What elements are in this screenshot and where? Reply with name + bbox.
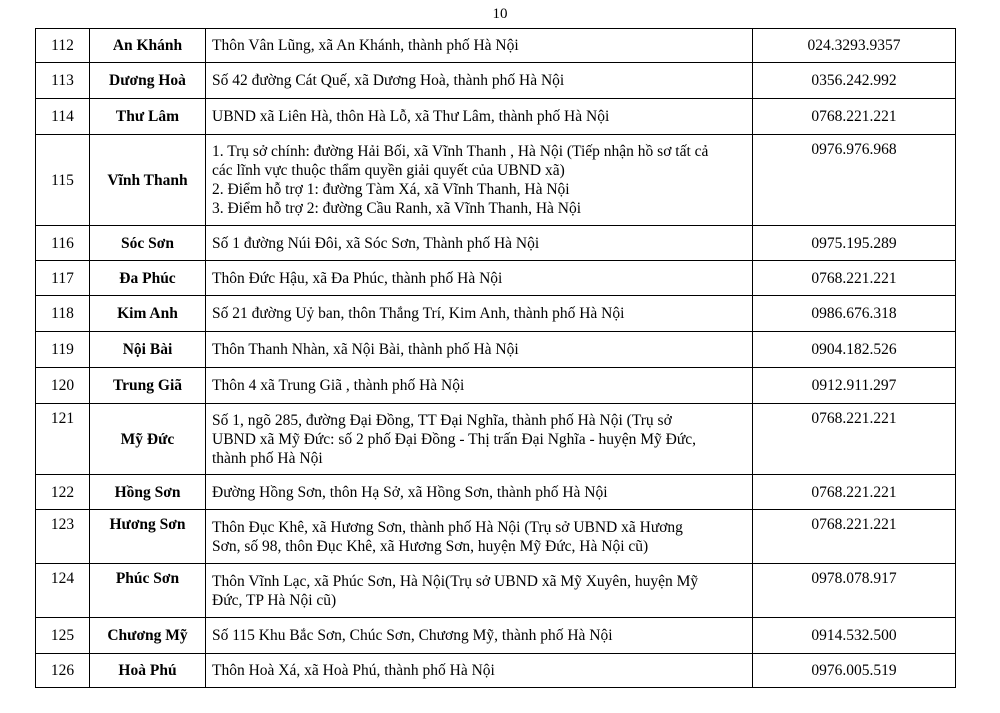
phone-number: 0768.221.221 bbox=[753, 99, 956, 135]
commune-name: Đa Phúc bbox=[90, 261, 206, 296]
page-number: 10 bbox=[492, 6, 508, 22]
phone-number: 0986.676.318 bbox=[753, 296, 956, 332]
row-number: 122 bbox=[36, 475, 90, 510]
row-number: 120 bbox=[36, 368, 90, 404]
row-number: 115 bbox=[36, 135, 90, 226]
table-row bbox=[36, 296, 956, 332]
commune-address: Số 1 đường Núi Đôi, xã Sóc Sơn, Thành phố Hà Nội bbox=[206, 226, 753, 261]
commune-address: Số 21 đường Uỷ ban, thôn Thắng Trí, Kim Anh, thành phố Hà Nội bbox=[206, 296, 753, 332]
row-number: 117 bbox=[36, 261, 90, 296]
row-number: 118 bbox=[36, 296, 90, 332]
commune-address: Số 42 đường Cát Quế, xã Dương Hoà, thành phố Hà Nội bbox=[206, 63, 753, 99]
phone-number: 0912.911.297 bbox=[753, 368, 956, 404]
commune-address: Thôn Đục Khê, xã Hương Sơn, thành phố Hà Nội (Trụ sở UBND xã Hương Sơn, số 98, thôn Đục Khê, xã Hương Sơn, huyện Mỹ Đức, Hà Nội cũ) bbox=[206, 510, 753, 564]
phone-number: 0768.221.221 bbox=[753, 475, 956, 510]
phone-number: 0904.182.526 bbox=[753, 332, 956, 368]
phone-number: 0914.532.500 bbox=[753, 618, 956, 654]
row-number: 114 bbox=[36, 99, 90, 135]
row-number: 119 bbox=[36, 332, 90, 368]
commune-address: Thôn Vĩnh Lạc, xã Phúc Sơn, Hà Nội(Trụ sở UBND xã Mỹ Xuyên, huyện Mỹ Đức, TP Hà Nội cũ) bbox=[206, 564, 753, 618]
commune-name: Sóc Sơn bbox=[90, 226, 206, 261]
commune-name: Dương Hoà bbox=[90, 63, 206, 99]
table-row bbox=[36, 29, 956, 63]
row-number: 113 bbox=[36, 63, 90, 99]
table-row bbox=[36, 404, 956, 475]
commune-address: Số 1, ngõ 285, đường Đại Đồng, TT Đại Nghĩa, thành phố Hà Nội (Trụ sở UBND xã Mỹ Đức: số 2 phố Đại Đồng - Thị trấn Đại Nghĩa - huyện Mỹ Đức, thành phố Hà Nội bbox=[206, 404, 753, 475]
row-number: 121 bbox=[36, 404, 90, 475]
table-row bbox=[36, 564, 956, 618]
commune-name: An Khánh bbox=[90, 29, 206, 63]
table-row bbox=[36, 261, 956, 296]
phone-number: 0978.078.917 bbox=[753, 564, 956, 618]
table-row bbox=[36, 368, 956, 404]
row-number: 126 bbox=[36, 654, 90, 688]
commune-name: Trung Giã bbox=[90, 368, 206, 404]
commune-address: Thôn 4 xã Trung Giã , thành phố Hà Nội bbox=[206, 368, 753, 404]
commune-name: Hoà Phú bbox=[90, 654, 206, 688]
commune-name: Nội Bài bbox=[90, 332, 206, 368]
commune-address: Thôn Đức Hậu, xã Đa Phúc, thành phố Hà Nội bbox=[206, 261, 753, 296]
commune-name: Kim Anh bbox=[90, 296, 206, 332]
phone-number: 0768.221.221 bbox=[753, 404, 956, 475]
table-row bbox=[36, 99, 956, 135]
table-row bbox=[36, 63, 956, 99]
commune-address-table bbox=[35, 28, 956, 688]
commune-name: Hương Sơn bbox=[90, 510, 206, 564]
commune-name: Vĩnh Thanh bbox=[90, 135, 206, 226]
table-row bbox=[36, 475, 956, 510]
phone-number: 0975.195.289 bbox=[753, 226, 956, 261]
phone-number: 0768.221.221 bbox=[753, 510, 956, 564]
row-number: 112 bbox=[36, 29, 90, 63]
commune-address: 1. Trụ sở chính: đường Hải Bối, xã Vĩnh Thanh , Hà Nội (Tiếp nhận hồ sơ tất cả các lĩnh vực thuộc thẩm quyền giải quyết của UBND xã) 2. Điểm hỗ trợ 1: đường Tàm Xá, xã Vĩnh Thanh, Hà Nội 3. Điểm hỗ trợ 2: đường Cầu Ranh, xã Vĩnh Thanh, Hà Nội bbox=[206, 135, 753, 226]
phone-number: 0976.005.519 bbox=[753, 654, 956, 688]
commune-name: Chương Mỹ bbox=[90, 618, 206, 654]
row-number: 124 bbox=[36, 564, 90, 618]
commune-name: Thư Lâm bbox=[90, 99, 206, 135]
commune-name: Hồng Sơn bbox=[90, 475, 206, 510]
commune-address: Số 115 Khu Bắc Sơn, Chúc Sơn, Chương Mỹ, thành phố Hà Nội bbox=[206, 618, 753, 654]
commune-address: Thôn Vân Lũng, xã An Khánh, thành phố Hà Nội bbox=[206, 29, 753, 63]
row-number: 116 bbox=[36, 226, 90, 261]
phone-number: 0768.221.221 bbox=[753, 261, 956, 296]
table-row bbox=[36, 654, 956, 688]
table-row bbox=[36, 618, 956, 654]
row-number: 125 bbox=[36, 618, 90, 654]
phone-number: 024.3293.9357 bbox=[753, 29, 956, 63]
commune-name: Phúc Sơn bbox=[90, 564, 206, 618]
commune-address: Thôn Thanh Nhàn, xã Nội Bài, thành phố Hà Nội bbox=[206, 332, 753, 368]
phone-number: 0976.976.968 bbox=[753, 135, 956, 226]
table-row bbox=[36, 510, 956, 564]
row-number: 123 bbox=[36, 510, 90, 564]
table-row bbox=[36, 332, 956, 368]
phone-number: 0356.242.992 bbox=[753, 63, 956, 99]
table-row bbox=[36, 226, 956, 261]
table-row bbox=[36, 135, 956, 226]
commune-address: Đường Hồng Sơn, thôn Hạ Sở, xã Hồng Sơn, thành phố Hà Nội bbox=[206, 475, 753, 510]
commune-name: Mỹ Đức bbox=[90, 404, 206, 475]
commune-address: UBND xã Liên Hà, thôn Hà Lỗ, xã Thư Lâm, thành phố Hà Nội bbox=[206, 99, 753, 135]
commune-address: Thôn Hoà Xá, xã Hoà Phú, thành phố Hà Nội bbox=[206, 654, 753, 688]
